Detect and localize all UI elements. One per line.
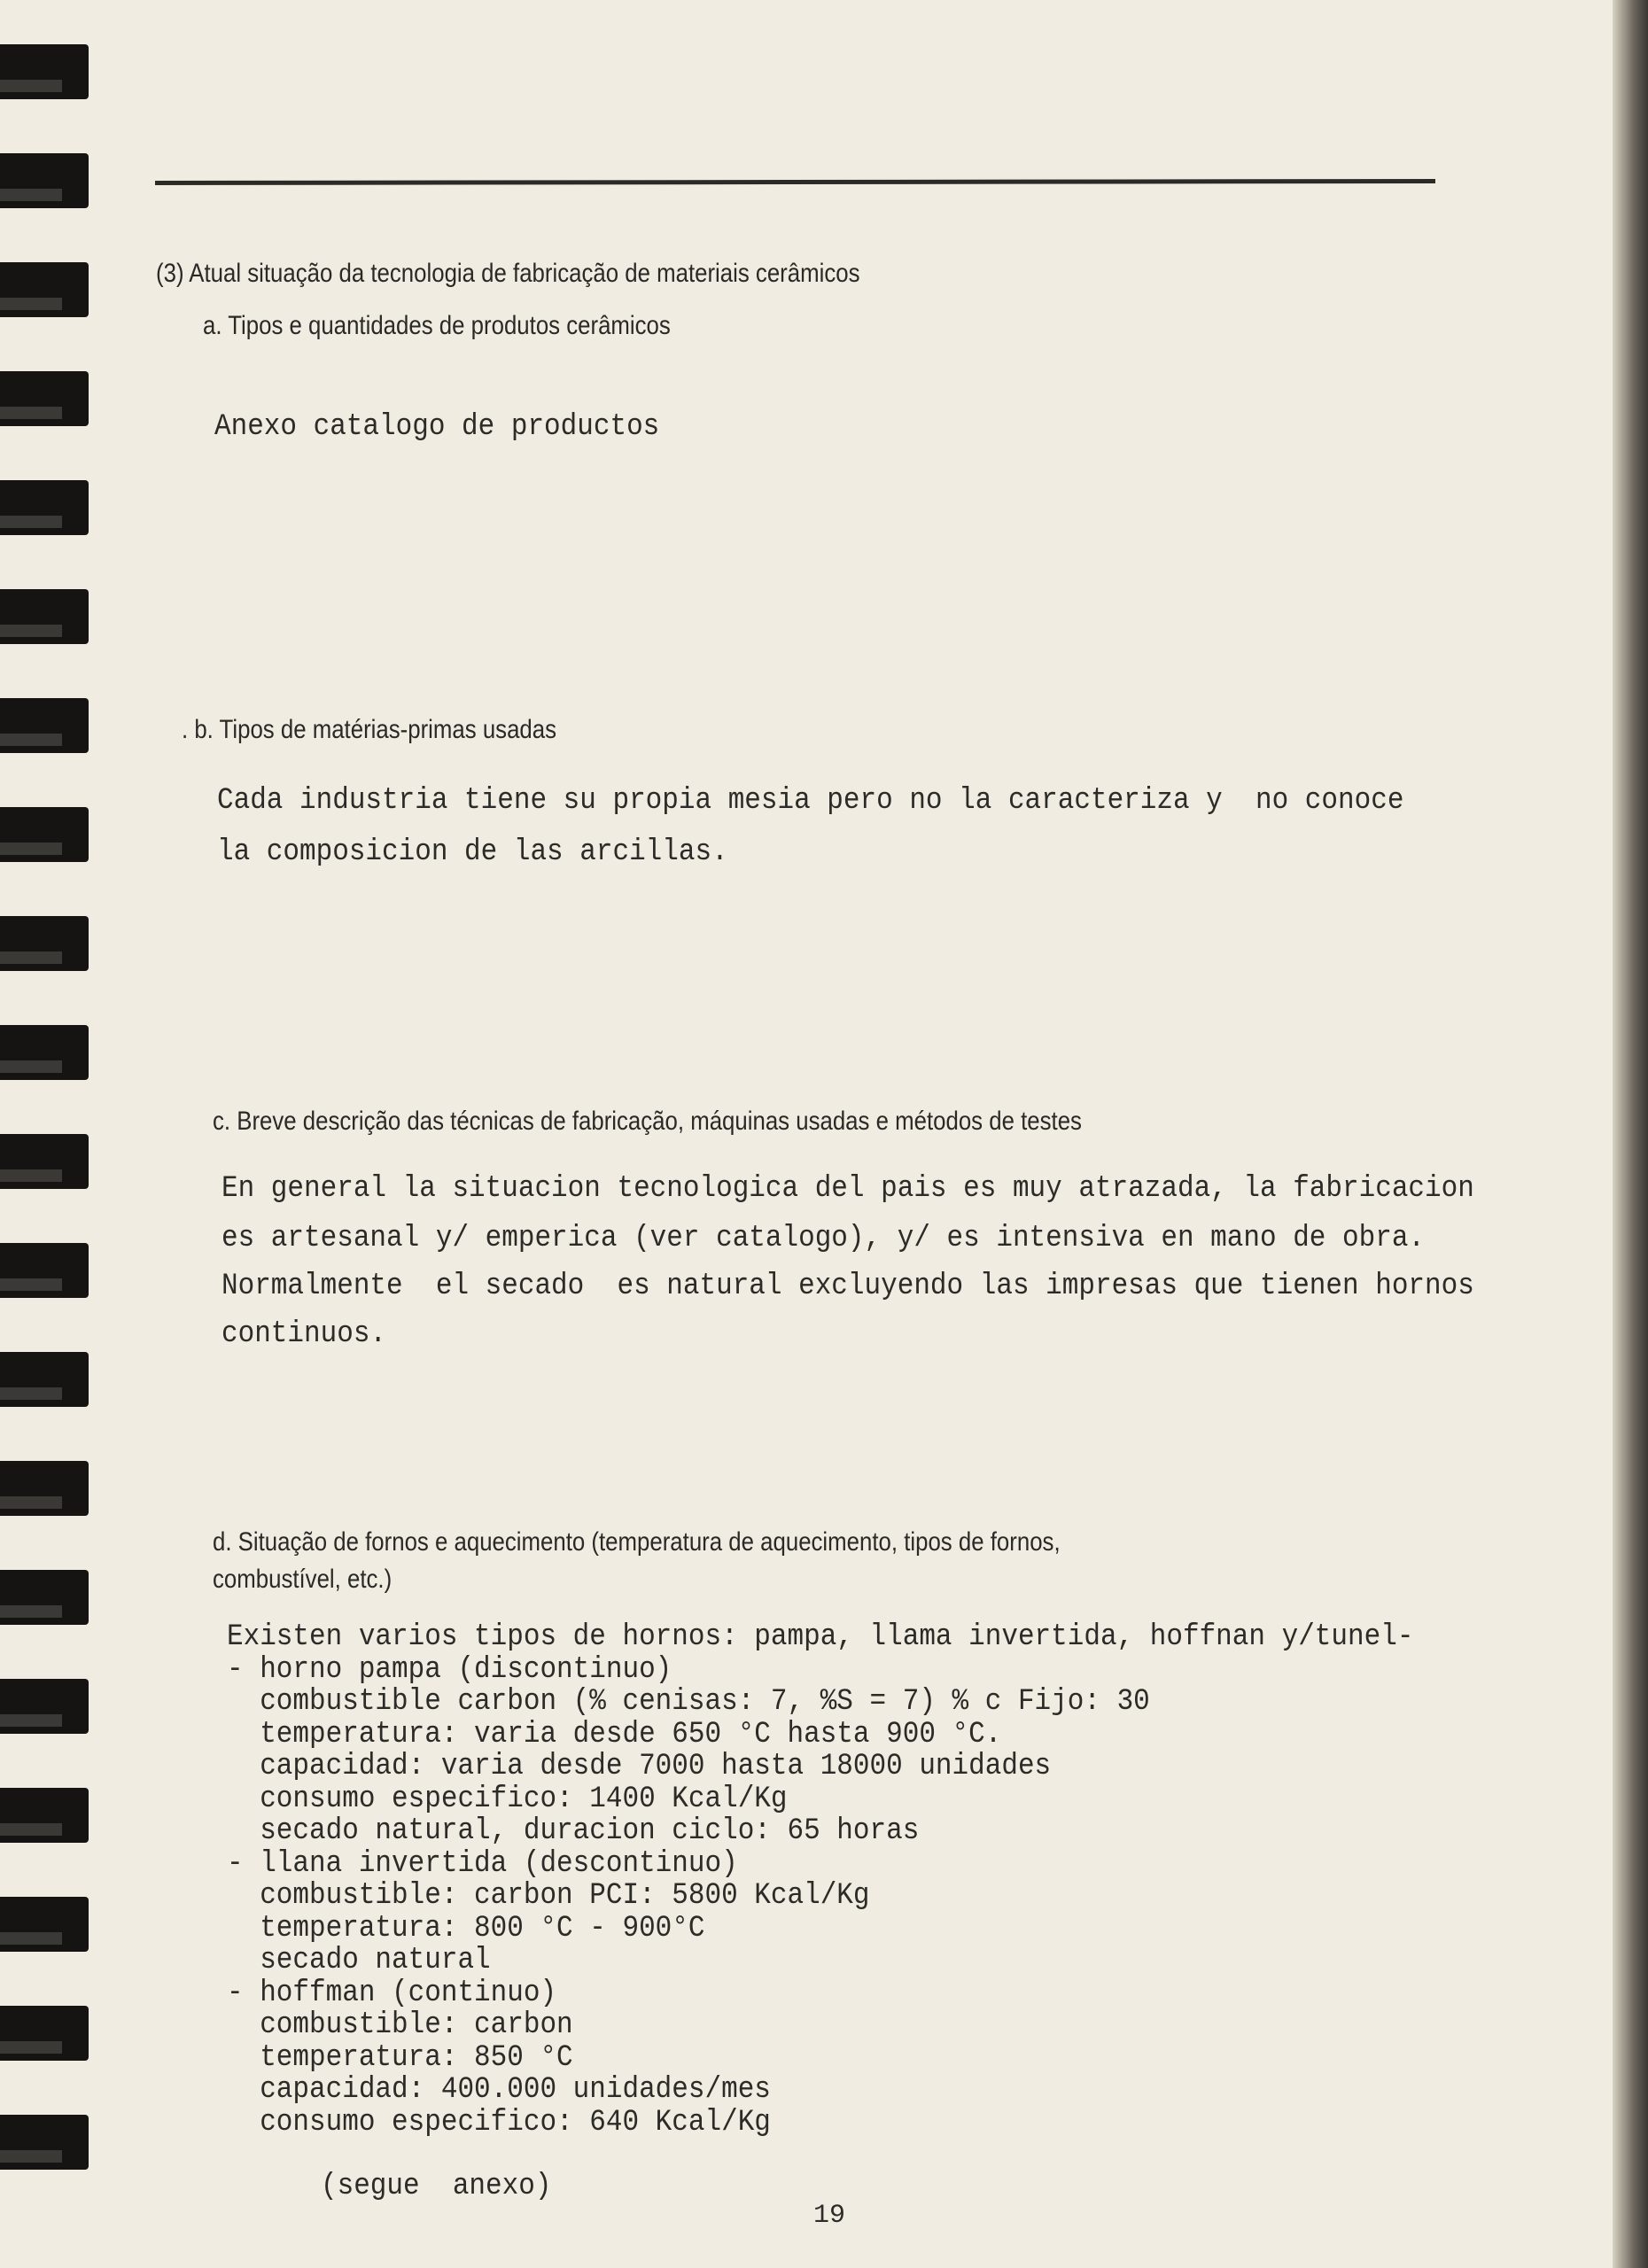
heading-d: d. Situação de fornos e aquecimento (temperatura de aquecimento, tipos de fornos, <box>213 1527 1061 1557</box>
binding-hole <box>0 2115 89 2170</box>
body-a-line: Anexo catalogo de productos <box>214 409 660 445</box>
segue-anexo-note: (segue anexo) <box>321 2169 552 2204</box>
body-d-line: capacidad: varia desde 7000 hasta 18000 unidades <box>227 1749 1052 1784</box>
binding-hole <box>0 1025 89 1080</box>
heading-d-cont: combustível, etc.) <box>213 1565 393 1594</box>
binding-hole <box>0 262 89 317</box>
binding-hole <box>0 1679 89 1734</box>
body-d-line: capacidad: 400.000 unidades/mes <box>227 2072 771 2108</box>
binding-hole <box>0 480 89 535</box>
binding-hole <box>0 916 89 971</box>
body-d-line: secado natural, duracion ciclo: 65 horas <box>227 1814 920 1849</box>
body-c-line: En general la situacion tecnologica del pais es muy atrazada, la fabricacion <box>222 1171 1474 1207</box>
binding-hole <box>0 698 89 753</box>
body-d-line: temperatura: 800 °C - 900°C <box>227 1910 705 1946</box>
binding-hole <box>0 1788 89 1843</box>
page-number: 19 <box>813 2201 846 2231</box>
body-d-line: consumo especifico: 1400 Kcal/Kg <box>227 1781 788 1816</box>
body-d-line: combustible carbon (% cenisas: 7, %S = 7) % c Fijo: 30 <box>227 1684 1150 1720</box>
body-d-line: - hoffman (continuo) <box>227 1975 557 2010</box>
section-title: (3) Atual situação da tecnologia de fabricação de materiais cerâmicos <box>156 259 860 288</box>
binding-hole <box>0 1352 89 1407</box>
binding-hole <box>0 589 89 644</box>
binding-hole <box>0 371 89 426</box>
body-d-line: combustible: carbon <box>227 2008 573 2043</box>
binding-hole <box>0 2006 89 2061</box>
binding-hole <box>0 1897 89 1952</box>
binding-hole <box>0 1461 89 1516</box>
body-c-line: continuos. <box>222 1317 387 1352</box>
body-b-line: la composicion de las arcillas. <box>217 835 728 870</box>
heading-c: c. Breve descrição das técnicas de fabricação, máquinas usadas e métodos de testes <box>213 1107 1082 1136</box>
body-b-line: Cada industria tiene su propia mesia pero no la caracteriza y no conoce <box>217 783 1404 819</box>
page-edge <box>1613 0 1648 2268</box>
binding-hole <box>0 1243 89 1298</box>
body-d-line: temperatura: 850 °C <box>227 2039 573 2075</box>
body-d-line: combustible: carbon PCI: 5800 Kcal/Kg <box>227 1878 870 1914</box>
binding-hole <box>0 44 89 99</box>
body-d-line: Existen varios tipos de hornos: pampa, llama invertida, hoffnan y/tunel- <box>227 1619 1414 1655</box>
body-d-line: temperatura: varia desde 650 °C hasta 900 °C. <box>227 1716 1002 1751</box>
binding-hole <box>0 1134 89 1189</box>
body-c-line: es artesanal y/ emperica (ver catalogo), y/ es intensiva en mano de obra. <box>222 1221 1426 1256</box>
binding-hole <box>0 1570 89 1625</box>
body-c-line: Normalmente el secado es natural excluyendo las impresas que tienen hornos <box>222 1269 1474 1304</box>
binding-hole <box>0 153 89 208</box>
body-d-line: - llana invertida (descontinuo) <box>227 1845 738 1881</box>
body-d-line: consumo especifico: 640 Kcal/Kg <box>227 2104 771 2140</box>
body-d-line: - horno pampa (discontinuo) <box>227 1651 672 1687</box>
heading-b: . b. Tipos de matérias-primas usadas <box>182 715 557 744</box>
body-d-line: secado natural <box>227 1943 491 1978</box>
heading-a: a. Tipos e quantidades de produtos cerâmicos <box>203 311 671 340</box>
binding-hole <box>0 807 89 862</box>
